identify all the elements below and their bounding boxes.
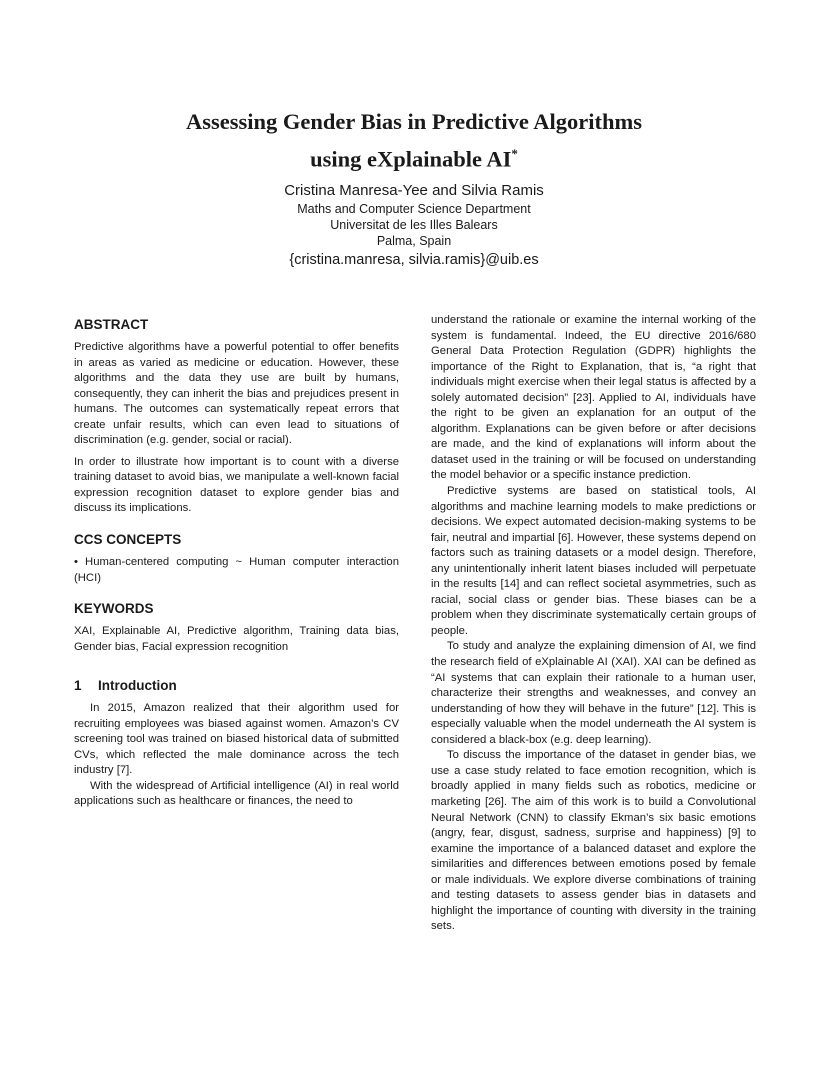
left-column	[74, 316, 399, 810]
intro-heading	[74, 677, 399, 695]
abstract-paragraph-1: Predictive algorithms have a powerful potential to offer benefits in areas as varied as medicine or education. However, these algorithms and the data they use are built by humans, consequently, they can inherit the bias and prejudices present in humans. The outcomes can systematically repeat errors that create unfair results, which can even lead to situations of discrimination (e.g. gender, social or racial).	[74, 341, 399, 447]
keywords-text: XAI, Explainable AI, Predictive algorithm, Training data bias, Gender bias, Facial expression recognition	[74, 625, 399, 653]
footnote-mark: *	[511, 146, 518, 161]
abstract-heading: ABSTRACT	[74, 317, 149, 332]
author-department: Maths and Computer Science Department	[297, 202, 531, 216]
paper-title-line-1: Assessing Gender Bias in Predictive Algorithms	[185, 109, 643, 134]
paper-title	[0, 106, 828, 176]
intro-section-number: 1	[74, 678, 82, 694]
ccs-text: • Human-centered computing ~ Human computer interaction (HCI)	[74, 556, 399, 584]
intro-paragraph-2: With the widespread of Artificial intelligence (AI) in real world applications such as healthcare or finances, the need to	[74, 779, 399, 808]
right-paragraph-3: To study and analyze the explaining dimension of AI, we find the research field of eXplainable AI (XAI). XAI can be defined as “AI systems that can explain their rationale to a human user, characterize their strengths and weaknesses, and convey an understanding of how they will behave in the future” [12]. This is especially valuable when the model underneath the AI system is considered a black-box (e.g. deep learning).	[431, 640, 756, 746]
author-names: Cristina Manresa-Yee and Silvia Ramis	[284, 182, 544, 199]
author-location: Palma, Spain	[376, 234, 452, 248]
right-paragraph-2: Predictive systems are based on statistical tools, AI algorithms and machine learning models to make predictions or decisions. We expect automated decision-making systems to be fair, neutral and impartial [6]. However, these systems depend on factors such as training datasets or a model design. Therefore, any unintentionally inherit latent biases included will perpetuate in the results [14] and can reflect societal asymmetries, such as racial, social class or gender bias. These biases can be a problem when they discriminate systematically certain groups of people.	[431, 485, 756, 637]
intro-heading-text: Introduction	[98, 678, 177, 694]
keywords-heading: KEYWORDS	[74, 601, 154, 617]
author-university: Universitat de les Illes Balears	[330, 218, 498, 232]
author-email: {cristina.manresa, silvia.ramis}@uib.es	[289, 252, 539, 268]
right-paragraph-4: To discuss the importance of the dataset in gender bias, we use a case study related to face emotion recognition, which is broadly applied in many fields such as robotics, medicine or marketing [26]. The aim of this work is to build a Convolutional Neural Network (CNN) to classify Ekman’s six basic emotions (angry, fear, disgust, sadness, surprise and happiness) [9] to examine the importance of a balanced dataset and explore the similarities and differences between emotions posed by female or male individuals. We explore diverse combinations of training and testing datasets to assess gender bias in datasets and highlight the importance of counting with diversity in the training sets.	[431, 749, 756, 933]
abstract-paragraph-2: In order to illustrate how important is to count with a diverse training dataset to avoid bias, we manipulate a well-known facial expression recognition dataset to explore gender bias and discuss its implications.	[74, 455, 399, 515]
paper-title-line-2	[0, 138, 828, 176]
author-block	[0, 181, 828, 270]
paper-title-line-2-text: using eXplainable AI	[310, 146, 512, 172]
ccs-heading: CCS CONCEPTS	[74, 532, 182, 548]
intro-paragraph-1: In 2015, Amazon realized that their algorithm used for recruiting employees was biased against women. Amazon’s CV screening tool was trained on biased historical data of submitted CVs, which reflected the male dominance across the tech industry [7].	[74, 702, 399, 777]
right-column	[431, 313, 756, 935]
right-paragraph-1: understand the rationale or examine the internal working of the system is fundamental. Indeed, the EU directive 2016/680 General Data Protection Regulation (GDPR) highlights the importance of the Right to Explanation, that is, “a right that individuals might exercise when their legal status is affected by a solely automated decision” [23]. Applied to AI, individuals have the right to be given an explanation for an output of the algorithm. Explanations can be given before or after decisions are made, and the kind of explanations will inform about the dataset used in the training or will be focused on understanding the model behavior or a specific instance prediction.	[431, 314, 756, 482]
